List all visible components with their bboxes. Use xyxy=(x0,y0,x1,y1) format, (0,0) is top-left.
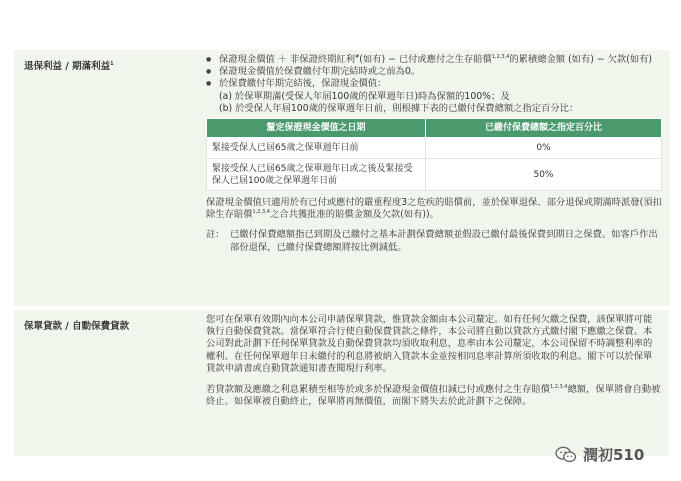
percentage-table xyxy=(206,118,662,191)
watermark xyxy=(555,444,644,465)
cash-value-paragraph xyxy=(206,197,662,221)
note-key: 註： xyxy=(206,229,225,241)
bullet-text: 的累積總金額 (如有) − 欠款(如有) xyxy=(509,54,653,65)
sub-item-b: (b) 於受保人年屆100歲的保單週年日前，則根據下表的已繳付保費總額之指定百分比： xyxy=(219,102,579,114)
benefit-bullet-list xyxy=(206,54,662,91)
wechat-icon xyxy=(555,446,577,464)
table-cell-date: 緊接受保人已屆65歲之保單週年日前 xyxy=(207,138,426,159)
surrender-benefit-row xyxy=(14,50,669,306)
policy-terms-page xyxy=(14,50,669,456)
policy-loan-row xyxy=(14,310,669,456)
bullet-text: (如有) − 已付或應付之生存賠償 xyxy=(359,54,492,65)
table-cell-date: 緊接受保人已屆65歲之保單週年日或之後及緊接受保人已屆100歲之保單週年日前 xyxy=(207,159,426,191)
table-row xyxy=(207,159,662,191)
surrender-benefit-label xyxy=(14,50,192,306)
loan-paragraph-2 xyxy=(206,384,661,408)
policy-loan-label: 保單貸款 / 自動保費貸款 xyxy=(14,310,192,456)
paragraph-text: 保證現金價值只適用於有已付或應付的嚴重程度3之危疾的賠償前，並於保單退保、部分退保或期滿時派發(須扣除生存賠償 xyxy=(206,197,662,221)
surrender-benefit-content xyxy=(196,50,670,306)
table-header-percentage: 已繳付保費總額之指定百分比 xyxy=(426,119,662,138)
footnote-sup: 1,2,3,4 xyxy=(550,383,568,390)
bullet-text: 保證現金價值於保費繳付年期完結時或之前為0。 xyxy=(219,66,421,78)
bullet-item xyxy=(206,54,662,66)
footnote-sup: 1,2,3,4 xyxy=(491,53,510,60)
bullet-text: 於保費繳付年期完結後，保證現金價值： xyxy=(219,78,387,90)
label-sup: 1 xyxy=(110,60,114,67)
table-header-date: 釐定保證現金價值之日期 xyxy=(207,119,426,138)
paragraph-text: 若貸款額及應繳之利息累積至相等於或多於保證現金價值扣減已付或應付之生存賠償 xyxy=(206,384,550,396)
table-cell-percentage: 0% xyxy=(426,138,662,159)
paragraph-text: 之合共獲批准的賠償金額及欠款(如有))。 xyxy=(270,209,439,221)
note xyxy=(206,229,662,253)
bullet-item xyxy=(206,78,662,90)
table-header-row xyxy=(207,119,662,138)
paragraph-text: 總額，保單將會自動被終止。如保單被自動終止，保單將再無價值，而閣下將失去於此計劃下之保障。 xyxy=(206,384,661,408)
sub-item-a: (a) 於保單期滿(受保人年屆100歲的保單週年日)時為保額的100%；及 xyxy=(219,90,510,102)
label-text: 退保利益 / 期滿利益 xyxy=(24,61,111,72)
footnote-sup: # xyxy=(355,53,360,60)
bullet-item xyxy=(206,66,662,78)
note-text: 已繳付保費總額指已到期及已繳付之基本計劃保費總額並假設已繳付最後保費到期日之保費。如客戶作出部份退保，已繳付保費總額將按比例減低。 xyxy=(230,229,658,253)
loan-paragraph-1: 您可在保單有效期內向本公司申請保單貸款，惟貸款金額由本公司釐定。如有任何欠繳之保費，該保單將可能執行自動保費貸款。當保單符合行使自動保費貸款之條件，本公司將自動以貸款方式繳付閣下應繳之保費。本公司對此計劃下任何保單貸款及自動保費貸款均須收取利息，息率由本公司釐定，本公司保留不時調整利率的權利。在任何保單週年日未繳付的利息將被納入貸款本金並按相同息率計算所須收取的利息。閣下可以於保單貸款申請書或自動貸款通知書查閱現行利率。 xyxy=(206,314,653,374)
watermark-text: 潤初510 xyxy=(583,446,645,464)
table-cell-percentage: 50% xyxy=(426,159,662,191)
bullet-text: 保證現金價值 ＋ 非保證終期紅利 xyxy=(219,54,356,65)
policy-loan-content xyxy=(196,310,669,456)
footnote-sup: 1,2,3,4 xyxy=(252,209,270,216)
table-row xyxy=(207,138,662,159)
